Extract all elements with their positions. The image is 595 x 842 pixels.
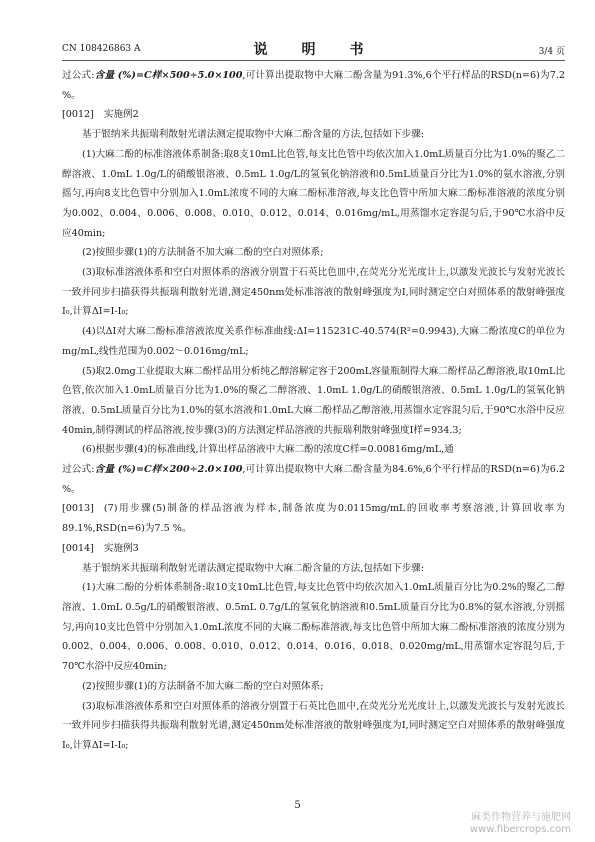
paragraph: (3)取标准溶液体系和空白对照体系的溶液分别置于石英比色皿中,在荧光分光光度计上,以激发光波长与发射光波长一致并同步扫描获得共振瑞利散射光谱,测定450nm处标准溶液的散射峰强度为I,同时测定空白对照体系的散射峰强度I₀,计算ΔI=I-I₀; xyxy=(62,267,565,318)
paragraph xyxy=(62,460,565,499)
paragraph: (1)大麻二酚的标准溶液体系制备:取8支10mL比色管,每支比色管中均依次加入1.0mL质量百分比为1.0%的聚乙二醇溶液、1.0mL 1.0g/L的硝酸银溶液、0.5mL 1.0g/L的氢氧化钠溶液和0.5mL质量百分比为1.0%的氨水溶液,分别摇匀,再向8支比色管中分别加入1.0mL浓度不同的大麻二酚标准溶液,每支比色管中所加大麻二酚标准溶液的浓度分别为0.002、0.004、0.006、0.008、0.010、0.012、0.014、0.016mg/mL,用蒸馏水定容混匀后,于90℃水浴中反应40min; xyxy=(62,148,565,239)
paragraph-text: ,可计算出提取物中大麻二酚含量为91.3%,6个平行样品的RSD(n=6)为7.2 %。 xyxy=(62,70,566,101)
paragraph-tag: [0013] xyxy=(62,503,94,515)
watermark-url: www.fibercrops.com xyxy=(469,824,571,835)
paragraph: 基于银纳米共振瑞利散射光谱法测定提取物中大麻二酚含量的方法,包括如下步骤: xyxy=(82,129,425,141)
content-formula: 含量 (%)=C样×200÷2.0×100 xyxy=(94,464,243,476)
paragraph xyxy=(62,539,565,559)
paragraph: 基于银纳米共振瑞利散射光谱法测定提取物中大麻二酚含量的方法,包括如下步骤: xyxy=(82,562,425,574)
formula-lead: 过公式: xyxy=(62,70,95,81)
content-formula: 含量 (%)=C样×500÷5.0×100 xyxy=(94,70,243,81)
formula-lead: 过公式: xyxy=(62,464,95,476)
paragraph: (2)按照步骤(1)的方法制备不加大麻二酚的空白对照体系; xyxy=(82,680,324,692)
paragraph-tag: [0012] xyxy=(62,109,94,121)
paragraph: (1)大麻二酚的分析体系制备:取10支10mL比色管,每支比色管中均依次加入1.0mL质量百分比为0.2%的聚乙二醇溶液、1.0mL 0.5g/L的硝酸银溶液、0.5mL 0.7g/L的氢氧化钠溶液和0.5mL质量百分比为0.8%的氨水溶液,分别摇匀,再向10支比色管中分别加入1.0mL浓度不同的大麻二酚标准溶液,每支比色管中所加大麻二酚标准溶液的浓度分别为0.002、0.004、0.006、0.008、0.010、0.012、0.014、0.016、0.018、0.020mg/mL,用蒸馏水定容混匀后,于70℃水浴中反应40min; xyxy=(62,582,565,673)
paragraph xyxy=(62,105,565,125)
paragraph: (2)按照步骤(1)的方法制备不加大麻二酚的空白对照体系; xyxy=(82,247,324,259)
page-header xyxy=(62,38,565,61)
watermark-text: 麻类作物营养与施肥网 xyxy=(471,812,571,823)
paragraph xyxy=(62,499,565,538)
paragraph-text: 实施例3 xyxy=(103,542,139,554)
paragraph-text: (7)用步骤(5)制备的样品溶液为样本,制备浓度为0.0115mg/mL的回收率考察溶液,计算回收率为89.1%,RSD(n=6)为7.5 %。 xyxy=(62,503,565,535)
page-number: 5 xyxy=(294,800,301,811)
paragraph-text: 实施例2 xyxy=(103,109,139,121)
paragraph: (5)取2.0mg工业提取大麻二酚样品用分析纯乙醇溶解定容于200mL容量瓶制得大麻二酚样品乙醇溶液,取10mL比色管,依次加入1.0mL质量百分比为1.0%的聚乙二醇溶液、1.0mL 1.0g/L的硝酸银溶液、0.5mL 1.0g/L的氢氧化钠溶液、0.5mL质量百分比为1.0%的氨水溶液和1.0mL大麻二酚样品乙醇溶液,用蒸馏水定容混匀后,于90℃水浴中反应40min,制得测试的样品溶液,按步骤(3)的方法测定样品溶液的共振瑞利散射峰强度I样=934.3; xyxy=(62,365,565,436)
paragraph xyxy=(62,66,565,105)
paragraph: (4)以ΔI对大麻二酚标准溶液浓度关系作标准曲线:ΔI=115231C-40.574(R²=0.9943),大麻二酚浓度C的单位为mg/mL,线性范围为0.002～0.016mg/mL; xyxy=(62,326,565,357)
site-watermark xyxy=(470,812,571,836)
paragraph: (6)根据步骤(4)的标准曲线,计算出样品溶液中大麻二酚的浓度C样=0.00816mg/mL,通 xyxy=(82,444,454,456)
patent-number: CN 108426863 A xyxy=(62,44,141,54)
page-indicator: 3/4 页 xyxy=(538,47,565,57)
paragraph: (3)取标准溶液体系和空白对照体系的溶液分别置于石英比色皿中,在荧光分光光度计上,以激发光波长与发射光波长一致并同步扫描获得共振瑞利散射光谱,测定450nm处标准溶液的散射峰强度为I,同时测定空白对照体系的散射峰强度I₀,计算ΔI=I-I₀; xyxy=(62,700,565,751)
paragraph-text: ,可计算出提取物中大麻二酚含量为84.6%,6个平行样品的RSD(n=6)为6.2 %。 xyxy=(62,464,566,495)
document-title: 说 明 书 xyxy=(253,42,374,58)
description-body xyxy=(62,66,565,756)
paragraph-tag: [0014] xyxy=(62,542,94,554)
